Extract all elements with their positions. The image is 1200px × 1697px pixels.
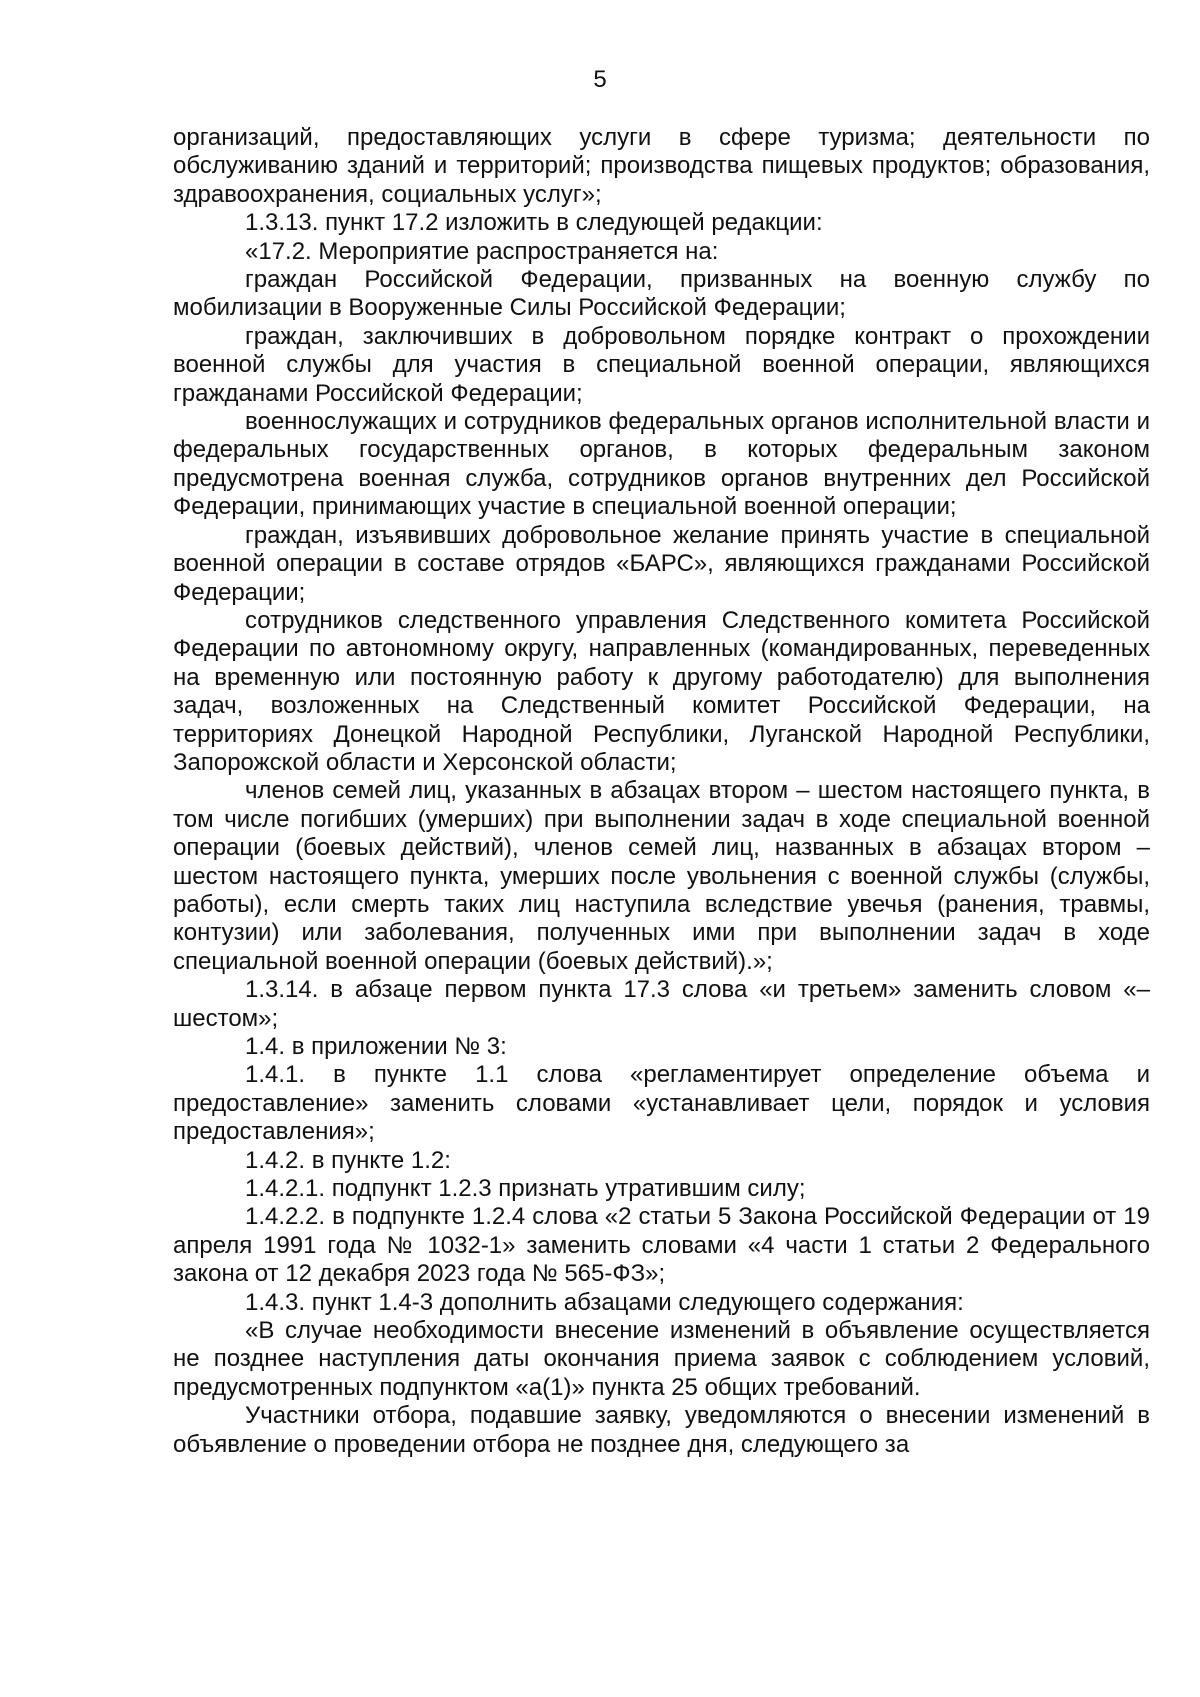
paragraph: 1.4.1. в пункте 1.1 слова «регламентирует определение объема и предоставление» заменить словами «устанавливает цели, порядок и условия предоставления»; bbox=[173, 1061, 1150, 1146]
paragraph: организаций, предоставляющих услуги в сфере туризма; деятельности по обслуживанию зданий и территорий; производства пищевых продуктов; образования, здравоохранения, социальных услуг»; bbox=[173, 124, 1150, 208]
page-number: 5 bbox=[593, 66, 607, 93]
paragraph: военнослужащих и сотрудников федеральных органов исполнительной власти и федеральных государственных органов, в которых федеральным законом предусмотрена военная служба, сотрудников органов внутренних дел Российской Федерации, принимающих участие в специальной военной операции; bbox=[173, 408, 1150, 521]
paragraph: 1.4.2.1. подпункт 1.2.3 признать утратившим силу; bbox=[245, 1175, 806, 1203]
paragraph: граждан Российской Федерации, призванных на военную службу по мобилизации в Вооруженные Силы Российской Федерации; bbox=[173, 266, 1150, 322]
paragraph: 1.4. в приложении № 3: bbox=[245, 1033, 507, 1060]
document-body bbox=[173, 124, 1150, 1459]
paragraph: граждан, изъявивших добровольное желание принять участие в специальной военной операции в составе отрядов «БАРС», являющихся гражданами Российской Федерации; bbox=[173, 521, 1150, 606]
paragraph: 1.4.2.2. в подпункте 1.2.4 слова «2 статьи 5 Закона Российской Федерации от 19 апреля 1991 года № 1032-1» заменить словами «4 части 1 статьи 2 Федерального закона от 12 декабря 2023 года № 565-ФЗ»; bbox=[173, 1203, 1150, 1288]
paragraph: «17.2. Мероприятие распространяется на: bbox=[245, 237, 719, 265]
paragraph: 1.4.3. пункт 1.4-3 дополнить абзацами следующего содержания: bbox=[245, 1288, 964, 1316]
paragraph: 1.3.13. пункт 17.2 изложить в следующей редакции: bbox=[245, 209, 823, 237]
paragraph: сотрудников следственного управления Следственного комитета Российской Федерации по автономному округу, направленных (командированных, переведенных на временную или постоянную работу к другому работодателю) для выполнения задач, возложенных на Следственный комитет Российской Федерации, на территориях Донецкой Народной Республики, Луганской Народной Республики, Запорожской области и Херсонской области; bbox=[173, 606, 1150, 776]
paragraph: 1.3.14. в абзаце первом пункта 17.3 слова «и третьем» заменить словом «– шестом»; bbox=[173, 976, 1150, 1032]
paragraph: Участники отбора, подавшие заявку, уведомляются о внесении изменений в объявление о проведении отбора не позднее дня, следующего за bbox=[173, 1402, 1150, 1458]
paragraph: граждан, заключивших в добровольном порядке контракт о прохождении военной службы для участия в специальной военной операции, являющихся гражданами Российской Федерации; bbox=[173, 322, 1150, 407]
paragraph: членов семей лиц, указанных в абзацах втором – шестом настоящего пункта, в том числе погибших (умерших) при выполнении задач в ходе специальной военной операции (боевых действий), членов семей лиц, названных в абзацах втором – шестом настоящего пункта, умерших после увольнения с военной службы (службы, работы), если смерть таких лиц наступила вследствие увечья (ранения, травмы, контузии) или заболевания, полученных ими при выполнении задач в ходе специальной военной операции (боевых действий).»; bbox=[173, 777, 1150, 975]
paragraph: 1.4.2. в пункте 1.2: bbox=[245, 1146, 451, 1174]
paragraph: «В случае необходимости внесение изменений в объявление осуществляется не позднее наступления даты окончания приема заявок с соблюдением условий, предусмотренных подпунктом «а(1)» пункта 25 общих требований. bbox=[173, 1317, 1150, 1401]
